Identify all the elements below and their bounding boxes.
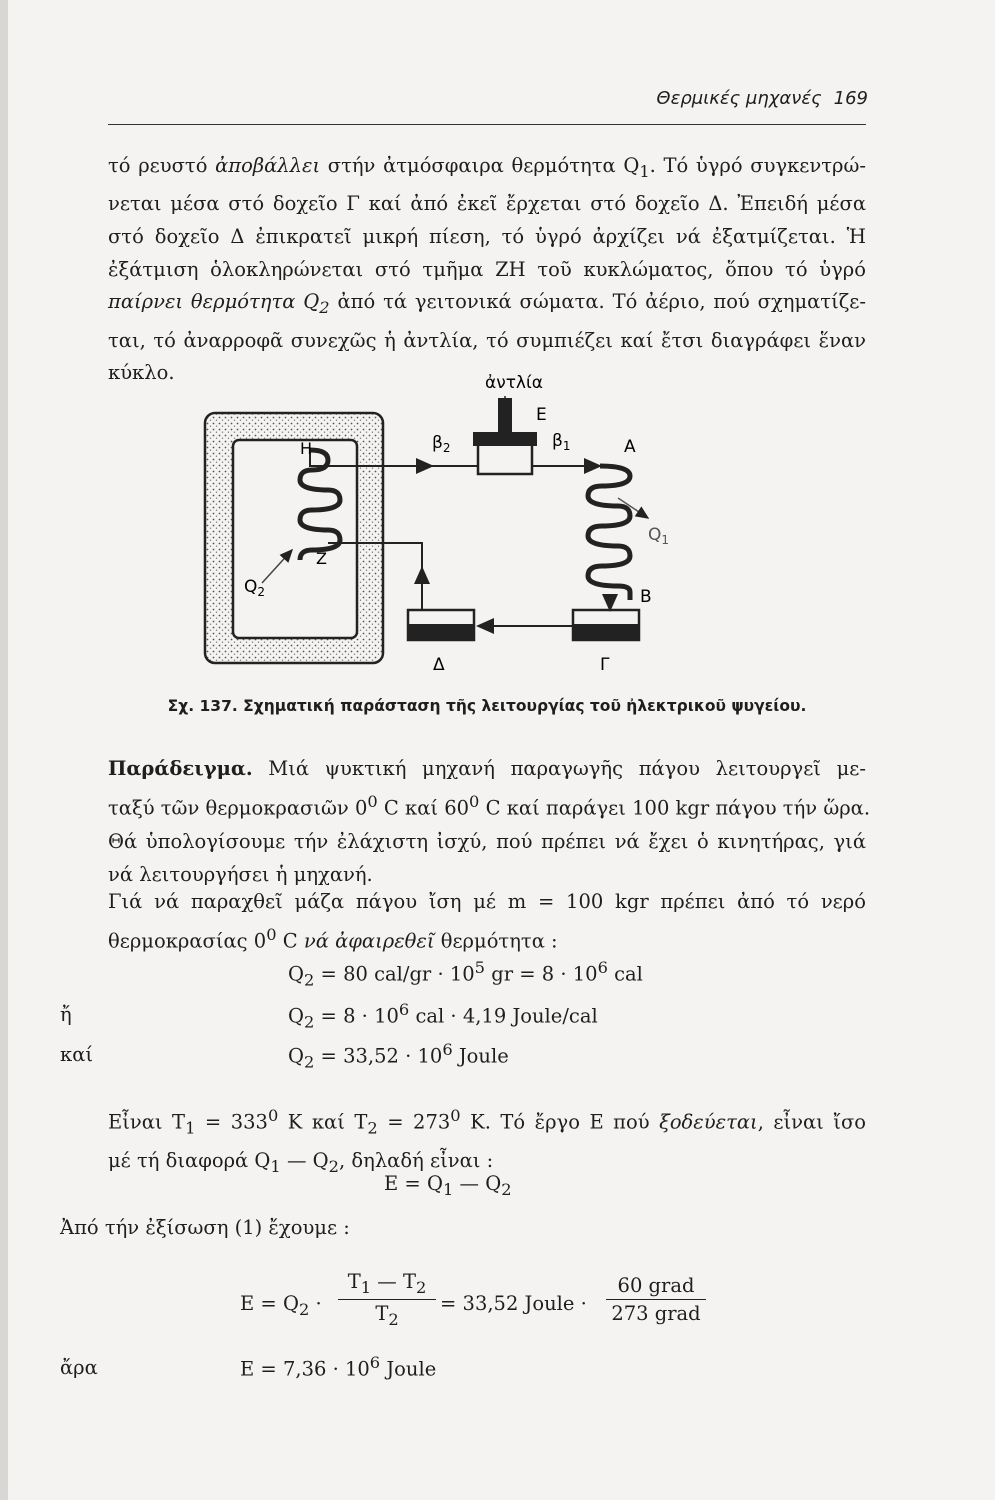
text-line: ἐξάτμιση ὁλοκληρώνεται στό τμῆμα ΖΗ τοῦ κυκλώματος, ὅπου τό ὑγρό bbox=[108, 257, 866, 281]
or-label: ἤ bbox=[60, 1003, 72, 1026]
equation-2: $Q_2 = 8 \cdot 10^6$ cal · 4,19 Joule/cal bbox=[288, 1000, 598, 1032]
equation-3: $Q_2 = 33,52 \cdot 10^6$ Joule bbox=[288, 1040, 509, 1072]
running-header bbox=[618, 88, 868, 114]
therefore-label: ἄρα bbox=[60, 1356, 98, 1379]
label-A: A bbox=[624, 437, 636, 457]
text-line: στό δοχεῖο Δ ἐπικρατεῖ μικρή πίεση, τό ὑγρό ἀρχίζει νά ἐξατμίζεται. Ἡ bbox=[108, 225, 866, 249]
label-Z: Z bbox=[316, 549, 327, 568]
equation-5-mid: = 33,52 Joule · bbox=[440, 1292, 587, 1315]
text-line: ται, τό ἀναρροφᾶ συνεχῶς ἡ ἀντλία, τό συμπιέζει καί ἔτσι διαγράφει ἕναν bbox=[108, 328, 866, 352]
fraction-denominator: $T_2$ bbox=[375, 1301, 399, 1329]
refrigerator-diagram bbox=[200, 368, 670, 688]
equation-6: $E = 7,36 \cdot 10^6$ Joule bbox=[240, 1353, 437, 1381]
equation-1: $Q_2 = 80$ $cal/gr \cdot 10^5$ gr = $8 \cdot 10^6$ cal bbox=[288, 958, 643, 990]
example-paragraph bbox=[108, 752, 871, 891]
label-H: H bbox=[300, 439, 313, 458]
text-line: ταξύ τῶν θερμοκρασιῶν $0^0$ C καί $60^0$ C καί παράγει 100 kgr πάγου τήν ὥρα. bbox=[108, 792, 871, 820]
text-line: παίρνει θερμότητα $Q_2$ ἀπό τά γειτονικά σώματα. Τό ἀέριο, πού σχηματίζε- bbox=[108, 290, 866, 318]
label-beta1: $\beta_1$ bbox=[552, 431, 571, 453]
fraction-numerator: $T_1$ — $T_2$ bbox=[338, 1270, 436, 1300]
paragraph-3 bbox=[108, 885, 866, 958]
page-edge bbox=[0, 0, 8, 1500]
fraction-temperatures bbox=[338, 1270, 436, 1329]
label-Gamma: Γ bbox=[600, 655, 610, 675]
figure-caption: Σχ. 137. Σχηματική παράσταση τῆς λειτουργίας τοῦ ἠλεκτρικοῦ ψυγείου. bbox=[167, 697, 807, 715]
label-Delta: Δ bbox=[433, 655, 445, 675]
label-beta2: $\beta_2$ bbox=[432, 433, 451, 455]
text-line: θερμοκρασίας $0^0$ C νά ἀφαιρεθεῖ θερμότητα : bbox=[108, 925, 558, 953]
label-E: E bbox=[536, 405, 547, 425]
equation-5-lhs: $E = Q_2$ · bbox=[240, 1292, 322, 1319]
text-line: Θά ὑπολογίσουμε τήν ἐλάχιστη ἰσχύ, πού πρέπει νά ἔχει ὁ κινητήρας, γιά bbox=[108, 829, 866, 853]
text-line: νεται μέσα στό δοχεῖο Γ καί ἀπό ἐκεῖ ἔρχεται στό δοχεῖο Δ. Ἐπειδή μέσα bbox=[108, 192, 866, 216]
text-line: κύκλο. bbox=[108, 361, 175, 385]
text-line: Εἶναι $T_1 = 333^0$ K καί $T_2 = 273^0$ K. Τό ἔργο E πού ξοδεύεται, εἶναι ἴσο bbox=[108, 1106, 866, 1138]
condenser-coil bbox=[588, 466, 630, 600]
fraction-grad bbox=[606, 1274, 706, 1325]
page-number: 169 bbox=[833, 88, 868, 109]
fraction-numerator: 60 grad bbox=[606, 1274, 706, 1300]
chapter-title: Θερμικές μηχανές bbox=[656, 88, 822, 109]
paragraph-4 bbox=[108, 1100, 866, 1183]
text-line: νά λειτουργήσει ἡ μηχανή. bbox=[108, 862, 373, 886]
equation-4: $E = Q_1$ — $Q_2$ bbox=[384, 1172, 512, 1199]
label-Q2: $Q_2$ bbox=[244, 577, 266, 599]
text-line: Παράδειγμα. Μιά ψυκτική μηχανή παραγωγῆς πάγου λειτουργεῖ με- bbox=[108, 757, 866, 780]
example-label: Παράδειγμα. bbox=[108, 757, 253, 780]
text-line: μέ τή διαφορά $Q_1$ — $Q_2$, δηλαδή εἶναι : bbox=[108, 1148, 494, 1176]
text-line: τό ρευστό ἀποβάλλει στήν ἀτμόσφαιρα θερμότητα $Q_1$. Τό ὑγρό συγκεντρώ- bbox=[108, 154, 866, 181]
fraction-denominator: 273 grad bbox=[611, 1302, 701, 1325]
label-Q1: $Q_1$ bbox=[648, 525, 670, 547]
label-pump: ἀντλία bbox=[485, 373, 543, 393]
from-equation-text: Ἀπό τήν ἐξίσωση (1) ἔχουμε : bbox=[60, 1216, 350, 1239]
paragraph-1 bbox=[108, 150, 866, 390]
header-rule bbox=[108, 124, 866, 125]
text-line: Γιά νά παραχθεῖ μάζα πάγου ἴση μέ m = 100 kgr πρέπει ἀπό τό νερό bbox=[108, 890, 866, 913]
label-B: B bbox=[640, 587, 652, 607]
and-label: καί bbox=[60, 1043, 94, 1066]
